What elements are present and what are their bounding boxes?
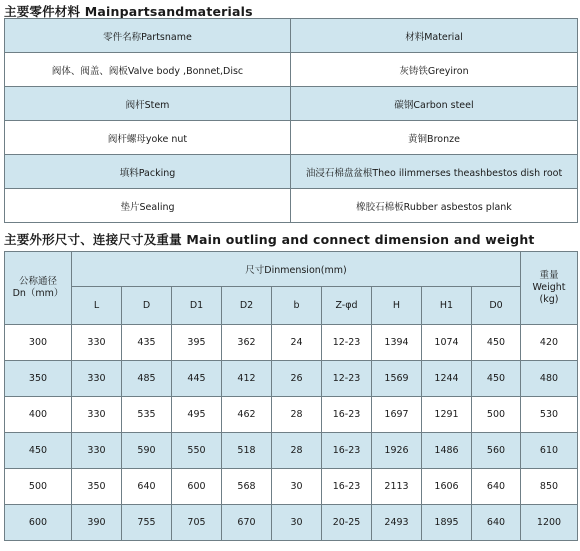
table-cell: 1486	[422, 433, 472, 469]
table-cell: 850	[521, 469, 578, 505]
table-cell: 590	[122, 433, 172, 469]
table-cell: 755	[122, 505, 172, 541]
table-cell: 26	[272, 361, 322, 397]
dimensions-header-row	[5, 252, 578, 287]
size-header-cell: 尺寸Dinmension(mm)	[72, 252, 521, 287]
table-cell: 1895	[422, 505, 472, 541]
table-cell: 28	[272, 397, 322, 433]
table-cell: 500	[5, 469, 72, 505]
table-cell: 390	[72, 505, 122, 541]
table-cell: 518	[222, 433, 272, 469]
parts-table-body	[5, 19, 578, 223]
table-cell: 1291	[422, 397, 472, 433]
table-cell: 2113	[372, 469, 422, 505]
part-name-cell: 阀杆Stem	[5, 87, 291, 121]
column-header: D0	[472, 287, 521, 325]
part-material-cell: 橡胶石棉板Rubber asbestos plank	[291, 189, 578, 223]
dimensions-table-body	[5, 252, 578, 541]
table-cell: 450	[472, 361, 521, 397]
table-cell: 350	[5, 361, 72, 397]
part-material-cell: 黄铜Bronze	[291, 121, 578, 155]
table-cell: 1569	[372, 361, 422, 397]
table-row	[5, 53, 578, 87]
table-cell: 640	[472, 469, 521, 505]
table-cell: 2493	[372, 505, 422, 541]
table-cell: 362	[222, 325, 272, 361]
table-cell: 600	[5, 505, 72, 541]
table-cell: 24	[272, 325, 322, 361]
column-header: D1	[172, 287, 222, 325]
weight-header-line: Weight	[532, 282, 566, 293]
table-cell: 568	[222, 469, 272, 505]
dimensions-table	[4, 251, 578, 541]
table-cell: 1926	[372, 433, 422, 469]
dn-header-line: Dn（mm）	[12, 288, 64, 299]
table-cell: 445	[172, 361, 222, 397]
part-name-cell: 填料Packing	[5, 155, 291, 189]
table-cell: 20-25	[322, 505, 372, 541]
parts-header-material: 材料Material	[291, 19, 578, 53]
weight-header-cell	[521, 252, 578, 325]
table-cell: 435	[122, 325, 172, 361]
weight-header-line: (kg)	[539, 294, 559, 305]
part-name-cell: 阀杆螺母yoke nut	[5, 121, 291, 155]
table-cell: 30	[272, 469, 322, 505]
table-cell: 705	[172, 505, 222, 541]
parts-materials-table	[4, 18, 578, 223]
table-cell: 300	[5, 325, 72, 361]
table-cell: 480	[521, 361, 578, 397]
dn-header-cell	[5, 252, 72, 325]
table-cell: 400	[5, 397, 72, 433]
parts-header-row	[5, 19, 578, 53]
table-cell: 640	[472, 505, 521, 541]
table-cell: 560	[472, 433, 521, 469]
table-row	[5, 155, 578, 189]
table-cell: 1394	[372, 325, 422, 361]
table-cell: 412	[222, 361, 272, 397]
table-cell: 535	[122, 397, 172, 433]
table-cell: 495	[172, 397, 222, 433]
weight-header-line: 重量	[539, 270, 559, 281]
table-cell: 1606	[422, 469, 472, 505]
table-cell: 462	[222, 397, 272, 433]
parts-header-name: 零件名称Partsname	[5, 19, 291, 53]
table-cell: 450	[5, 433, 72, 469]
column-header: Z-φd	[322, 287, 372, 325]
parts-section-title: 主要零件材料 Mainpartsandmaterials	[4, 4, 253, 19]
column-header: H	[372, 287, 422, 325]
table-cell: 500	[472, 397, 521, 433]
dimensions-subheader-row	[5, 287, 578, 325]
column-header: D	[122, 287, 172, 325]
table-cell: 550	[172, 433, 222, 469]
table-row	[5, 325, 578, 361]
table-cell: 16-23	[322, 433, 372, 469]
table-row	[5, 87, 578, 121]
table-cell: 485	[122, 361, 172, 397]
table-cell: 350	[72, 469, 122, 505]
part-material-cell: 油浸石棉盘盆根Theo ilimmerses theashbestos dish root	[291, 155, 578, 189]
table-row	[5, 121, 578, 155]
dn-header-line: 公称通径	[18, 276, 57, 287]
table-cell: 330	[72, 433, 122, 469]
table-cell: 330	[72, 361, 122, 397]
table-row	[5, 505, 578, 541]
table-cell: 1074	[422, 325, 472, 361]
table-cell: 530	[521, 397, 578, 433]
column-header: L	[72, 287, 122, 325]
table-cell: 1200	[521, 505, 578, 541]
table-cell: 330	[72, 325, 122, 361]
table-cell: 450	[472, 325, 521, 361]
part-name-cell: 垫片Sealing	[5, 189, 291, 223]
table-cell: 330	[72, 397, 122, 433]
column-header: b	[272, 287, 322, 325]
part-material-cell: 灰铸铁Greyiron	[291, 53, 578, 87]
table-cell: 12-23	[322, 361, 372, 397]
table-cell: 12-23	[322, 325, 372, 361]
table-row	[5, 189, 578, 223]
table-cell: 28	[272, 433, 322, 469]
table-row	[5, 397, 578, 433]
table-cell: 420	[521, 325, 578, 361]
table-cell: 16-23	[322, 469, 372, 505]
table-cell: 1697	[372, 397, 422, 433]
table-cell: 395	[172, 325, 222, 361]
table-cell: 670	[222, 505, 272, 541]
table-row	[5, 433, 578, 469]
column-header: H1	[422, 287, 472, 325]
table-cell: 610	[521, 433, 578, 469]
dimensions-section-title: 主要外形尺寸、连接尺寸及重量 Main outling and connect dimension and weight	[4, 232, 535, 247]
part-material-cell: 碳钢Carbon steel	[291, 87, 578, 121]
part-name-cell: 阀体、阀盖、阀板Valve body ,Bonnet,Disc	[5, 53, 291, 87]
column-header: D2	[222, 287, 272, 325]
table-cell: 16-23	[322, 397, 372, 433]
table-cell: 1244	[422, 361, 472, 397]
table-cell: 640	[122, 469, 172, 505]
table-cell: 30	[272, 505, 322, 541]
table-cell: 600	[172, 469, 222, 505]
table-row	[5, 469, 578, 505]
table-row	[5, 361, 578, 397]
